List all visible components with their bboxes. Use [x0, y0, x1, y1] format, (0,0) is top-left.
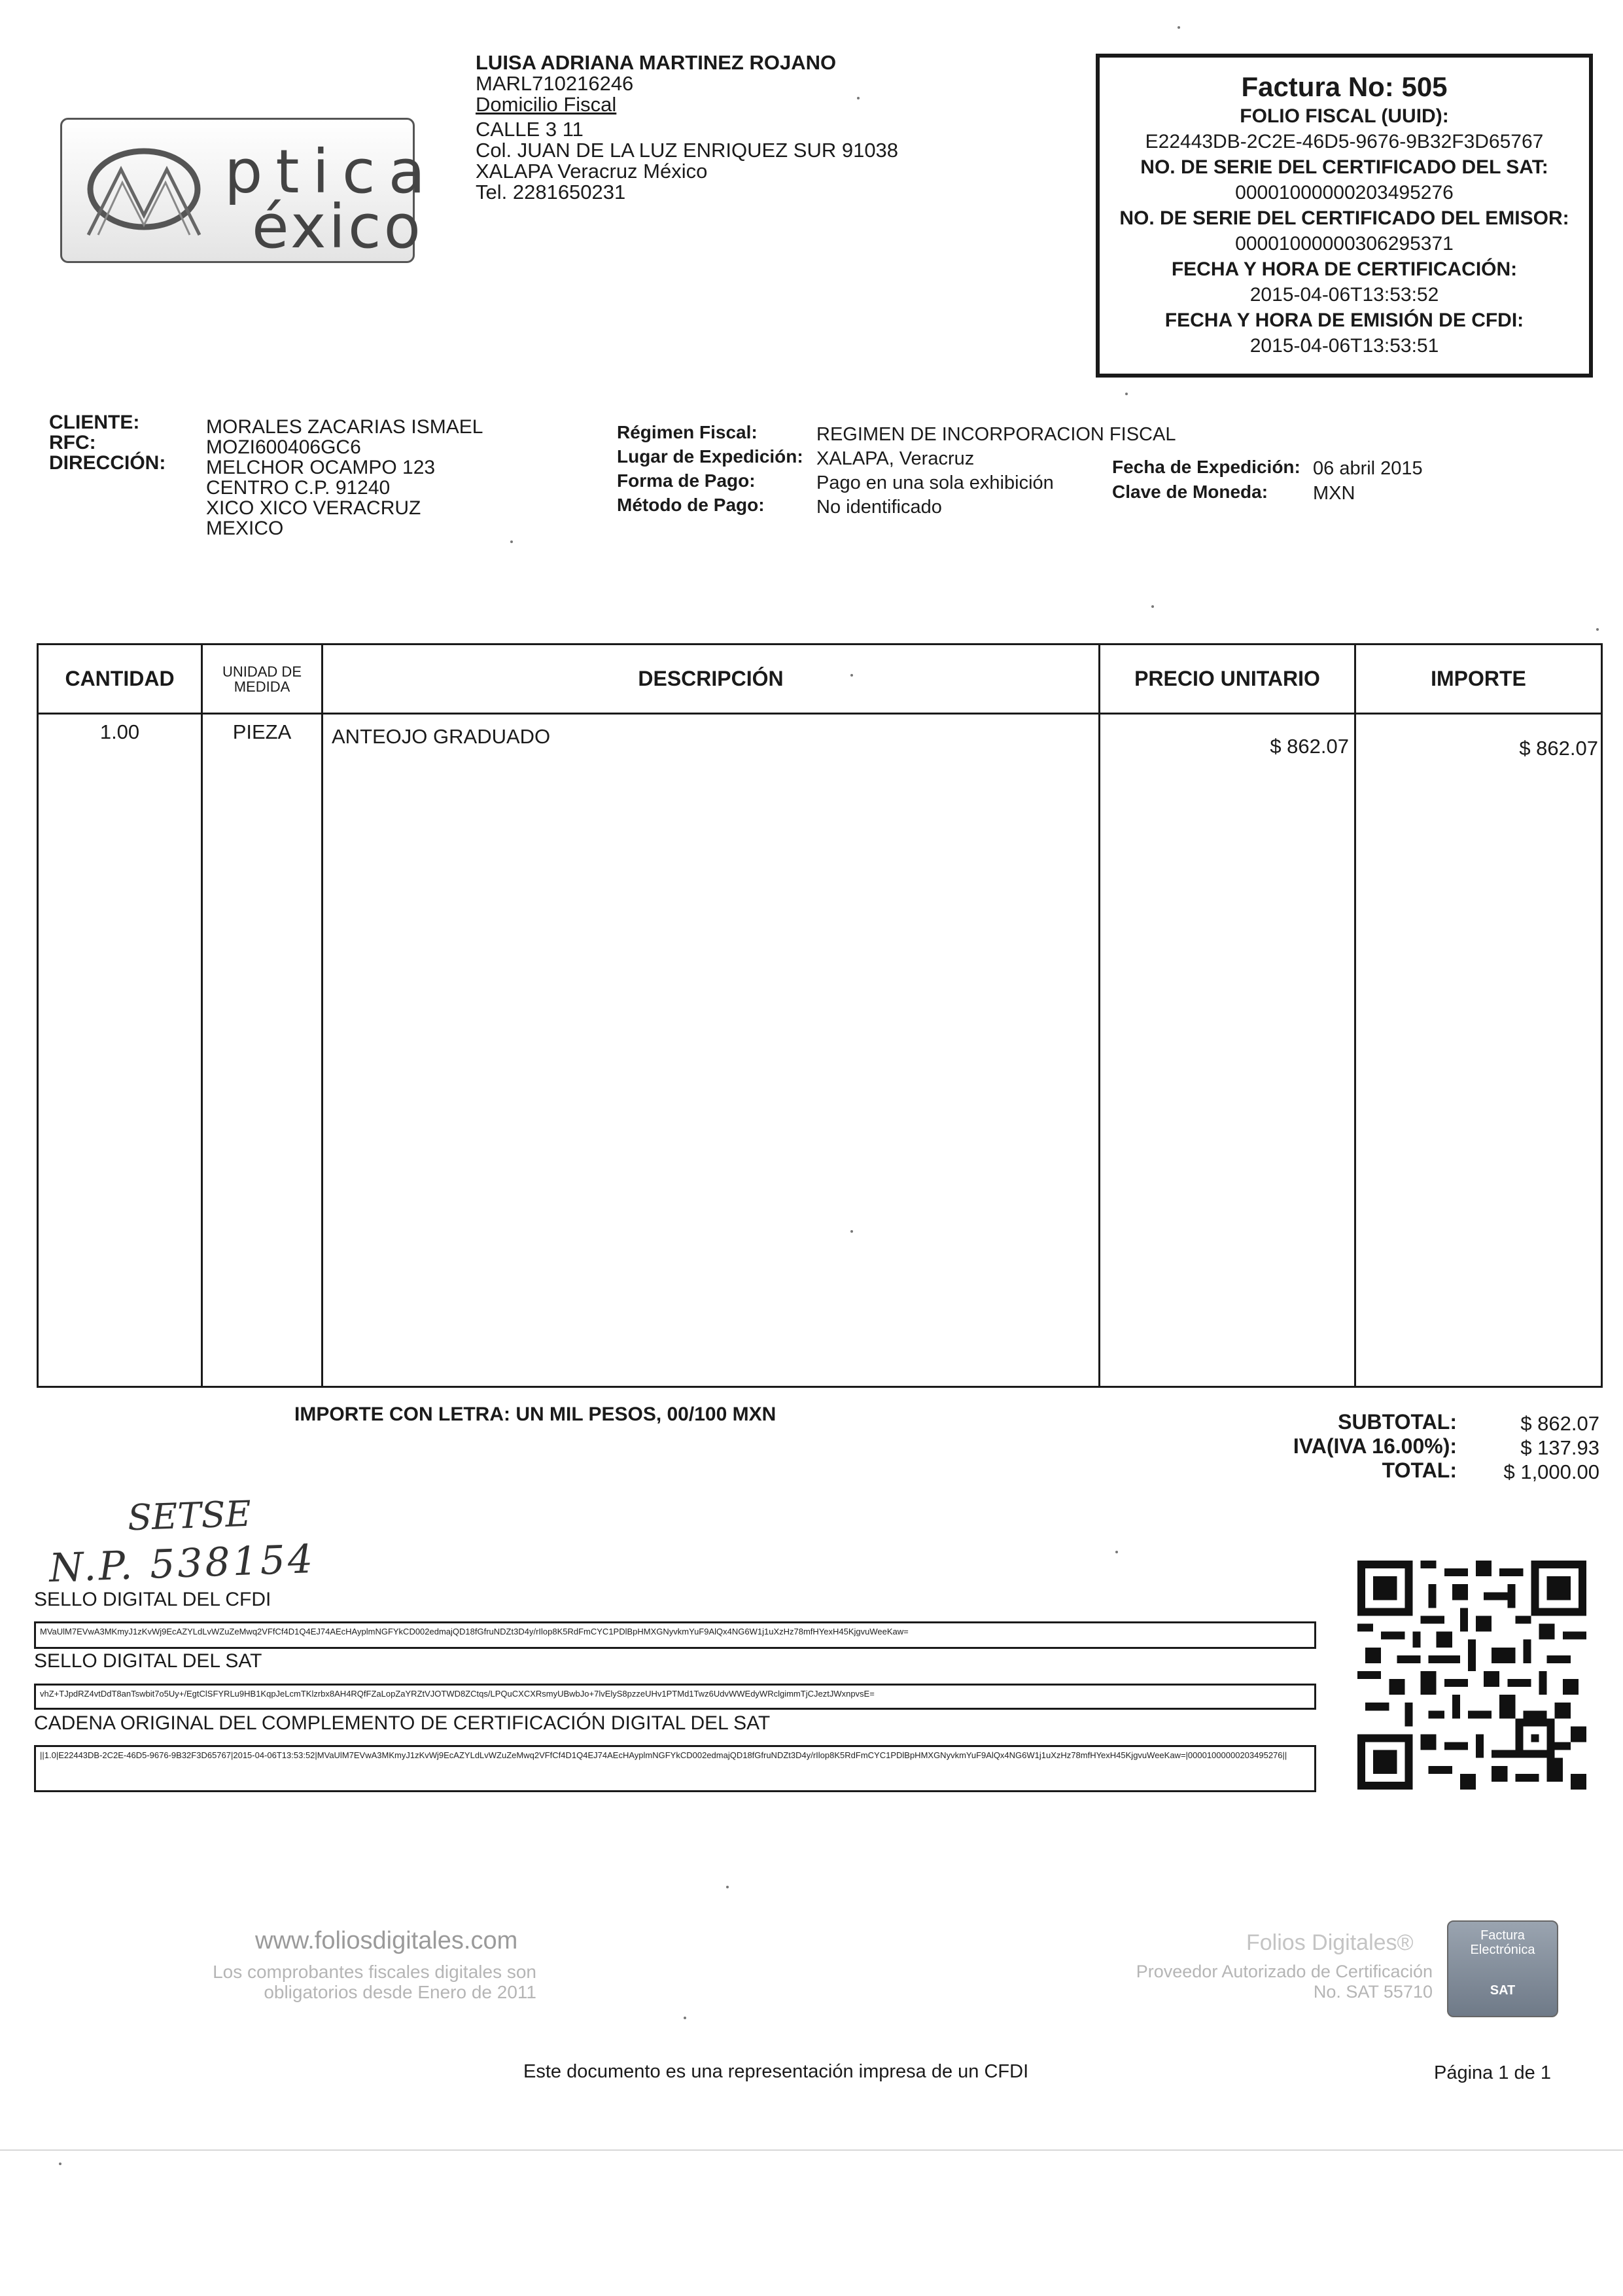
sello-cfdi-box: MVaUlM7EVwA3MKmyJ1zKvWj9EcAZYLdLvWZuZeMwq2VFfCf4D1Q4EJ74AEcHAyplmNGFYkCD002edmajQD18fGfruNDZt3D4y/rIlop8K5RdFmCYC1PDlBpHMXGNyvkmYuF9AlQx4NG6W1j1uXzHz78mfHYexH45KjgvuWeeKaw=	[34, 1621, 1316, 1649]
forma-value: Pago en una sola exhibición	[816, 472, 1054, 493]
totals-labels	[1243, 1410, 1457, 1483]
letra-label: IMPORTE CON LETRA:	[294, 1404, 510, 1425]
handwritten-note-2: N.P. 538154	[48, 1536, 317, 1592]
scan-speck	[59, 2163, 61, 2165]
invoice-box	[1096, 54, 1593, 378]
lugar-value: XALAPA, Veracruz	[816, 448, 975, 469]
scan-speck	[1125, 393, 1128, 395]
footer-legal-line1: Los comprobantes fiscales digitales son	[213, 1962, 536, 1982]
logo-emblem-icon	[82, 143, 206, 241]
scan-speck	[510, 540, 513, 543]
emitter-tel: Tel. 2281650231	[476, 181, 626, 203]
emitter-rfc: MARL710216246	[476, 72, 634, 95]
footer-legal	[164, 1962, 536, 2002]
invoice-title: Factura No: 505	[1241, 71, 1448, 102]
moneda-value: MXN	[1313, 483, 1355, 504]
page-number: Página 1 de 1	[1434, 2062, 1551, 2083]
cert-date-value: 2015-04-06T13:53:52	[1249, 284, 1439, 306]
scan-speck	[1178, 26, 1180, 29]
subtotal-value: $ 862.07	[1520, 1412, 1599, 1435]
regimen-value: REGIMEN DE INCORPORACION FISCAL	[816, 424, 1176, 445]
provider-info-line1: Proveedor Autorizado de Certificación	[1136, 1962, 1433, 1981]
header-precio: PRECIO UNITARIO	[1134, 667, 1320, 690]
direccion-label: DIRECCIÓN:	[49, 452, 166, 474]
regimen-label: Régimen Fiscal:	[617, 422, 758, 442]
client-addr1: MELCHOR OCAMPO 123	[206, 457, 436, 478]
qr-code-icon	[1357, 1561, 1586, 1790]
footer-legal-line2: obligatorios desde Enero de 2011	[264, 1982, 536, 2002]
row-cantidad: 1.00	[99, 720, 140, 743]
date-values	[1313, 456, 1423, 506]
sat-cert-label: NO. DE SERIE DEL CERTIFICADO DEL SAT:	[1140, 156, 1548, 178]
sat-cert-value: 00001000000203495276	[1235, 182, 1454, 203]
metodo-label: Método de Pago:	[617, 495, 765, 515]
cadena-label: CADENA ORIGINAL DEL COMPLEMENTO DE CERTIFICACIÓN DIGITAL DEL SAT	[34, 1712, 771, 1734]
row-descripcion: ANTEOJO GRADUADO	[332, 725, 551, 748]
emisor-cert-label: NO. DE SERIE DEL CERTIFICADO DEL EMISOR:	[1119, 207, 1569, 229]
sello-cfdi-label: SELLO DIGITAL DEL CFDI	[34, 1589, 271, 1610]
scan-speck	[726, 1886, 729, 1888]
cert-date-label: FECHA Y HORA DE CERTIFICACIÓN:	[1171, 258, 1518, 280]
badge-line2: Electrónica	[1470, 1943, 1535, 1957]
emisor-cert-value: 00001000000306295371	[1235, 233, 1454, 255]
emision-date-value: 2015-04-06T13:53:51	[1249, 335, 1439, 357]
badge-line1: Factura	[1480, 1928, 1525, 1943]
col-divider	[201, 645, 203, 1386]
importe-con-letra	[294, 1404, 776, 1426]
total-label: TOTAL:	[1382, 1458, 1457, 1482]
client-addr4: MEXICO	[206, 518, 284, 539]
domicilio-label: Domicilio Fiscal	[476, 93, 617, 116]
items-table	[37, 643, 1603, 1388]
scan-speck	[1151, 605, 1154, 608]
client-addr3: XICO XICO VERACRUZ	[206, 497, 421, 519]
client-rfc: MOZI600406GC6	[206, 436, 361, 458]
cliente-label: CLIENTE:	[49, 412, 140, 433]
header-descripcion: DESCRIPCIÓN	[638, 667, 784, 690]
emitter-colonia: Col. JUAN DE LA LUZ ENRIQUEZ SUR 91038	[476, 139, 899, 162]
subtotal-label: SUBTOTAL:	[1338, 1410, 1457, 1434]
scan-speck	[850, 674, 853, 677]
client-values	[206, 417, 483, 539]
uuid-value: E22443DB-2C2E-46D5-9676-9B32F3D65767	[1145, 131, 1544, 152]
header-unidad-line2: MEDIDA	[234, 678, 290, 695]
factura-electronica-badge	[1447, 1920, 1558, 2017]
fiscal-labels	[617, 420, 803, 517]
emitter-name: LUISA ADRIANA MARTINEZ ROJANO	[476, 51, 837, 74]
footer-url: www.foliosdigitales.com	[255, 1927, 518, 1954]
cfdi-notice: Este documento es una representación impresa de un CFDI	[523, 2061, 1029, 2082]
badge-line3: SAT	[1490, 1983, 1516, 1998]
scan-speck	[1115, 1551, 1118, 1553]
header-cantidad: CANTIDAD	[65, 667, 175, 690]
emitter-block	[476, 52, 898, 203]
row-precio: $ 862.07	[1270, 735, 1349, 758]
emision-date-label: FECHA Y HORA DE EMISIÓN DE CFDI:	[1164, 309, 1524, 331]
iva-label: IVA(IVA 16.00%):	[1293, 1434, 1457, 1458]
cadena-box: ||1.0|E22443DB-2C2E-46D5-9676-9B32F3D65767|2015-04-06T13:53:52|MVaUlM7EVwA3MKmyJ1zKvWj9EcAZYLdLvWZuZeMwq2VFfCf4D1Q4EJ74AEcHAyplmNGFYkCD002edmajQD18fGfruNDZt3D4y/rIlop8K5RdFmCYC1PDlBpHMXGNyvkmYuF9AlQx4NG6W1j1uXzHz78mfHYexH45KjgvuWeeKaw=|00001000000203495276||	[34, 1745, 1316, 1792]
col-divider	[321, 645, 323, 1386]
logo-text-line2: éxico	[252, 192, 423, 262]
client-name: MORALES ZACARIAS ISMAEL	[206, 416, 483, 438]
fecha-value: 06 abril 2015	[1313, 458, 1423, 479]
provider-info	[1112, 1962, 1433, 2002]
header-importe: IMPORTE	[1431, 667, 1526, 690]
header-unidad-line1: UNIDAD DE	[222, 663, 302, 680]
sello-sat-box: vhZ+TJpdRZ4vtDdT8anTswbit7o5Uy+/EgtClSFYRLu9HB1KqpJeLcmTKlzrbx8AH4RQfFZaLopZaYRZtVJOTWD8ZCtqs/LPQuCXCXRsmyUBwbJo+7lvElyS8pzzeUHv1PTMd1Twz6UdvWWEdyWRclgimmTjCJeztJWxnpvsE=	[34, 1684, 1316, 1710]
scan-speck	[684, 2017, 686, 2019]
rfc-label: RFC:	[49, 432, 96, 453]
forma-label: Forma de Pago:	[617, 470, 756, 491]
row-importe: $ 862.07	[1519, 737, 1598, 760]
scan-speck	[850, 1230, 853, 1233]
moneda-label: Clave de Moneda:	[1112, 482, 1268, 502]
emitter-street: CALLE 3 11	[476, 118, 584, 141]
emitter-city: XALAPA Veracruz México	[476, 160, 708, 183]
client-labels	[49, 412, 166, 473]
header-unidad	[203, 645, 321, 713]
iva-value: $ 137.93	[1520, 1436, 1599, 1459]
fecha-label: Fecha de Expedición:	[1112, 457, 1300, 477]
sello-sat-label: SELLO DIGITAL DEL SAT	[34, 1650, 262, 1672]
provider-info-line2: No. SAT 55710	[1313, 1982, 1433, 2002]
scan-speck	[1596, 628, 1599, 631]
metodo-value: No identificado	[816, 497, 942, 518]
handwritten-note-1: SETSE	[126, 1492, 252, 1539]
scan-speck	[857, 97, 860, 99]
row-unidad: PIEZA	[232, 720, 292, 743]
logo-text-line1: ptica	[224, 137, 438, 207]
letra-value: UN MIL PESOS, 00/100 MXN	[515, 1404, 777, 1425]
provider-name: Folios Digitales®	[1246, 1930, 1414, 1955]
totals-values	[1475, 1411, 1599, 1484]
company-logo	[60, 118, 438, 263]
lugar-label: Lugar de Expedición:	[617, 446, 803, 467]
date-labels	[1112, 455, 1300, 504]
table-header-divider	[39, 713, 1601, 715]
uuid-label: FOLIO FISCAL (UUID):	[1240, 105, 1449, 127]
scan-edge-divider	[0, 2149, 1623, 2151]
client-addr2: CENTRO C.P. 91240	[206, 477, 391, 499]
total-value: $ 1,000.00	[1503, 1460, 1599, 1483]
